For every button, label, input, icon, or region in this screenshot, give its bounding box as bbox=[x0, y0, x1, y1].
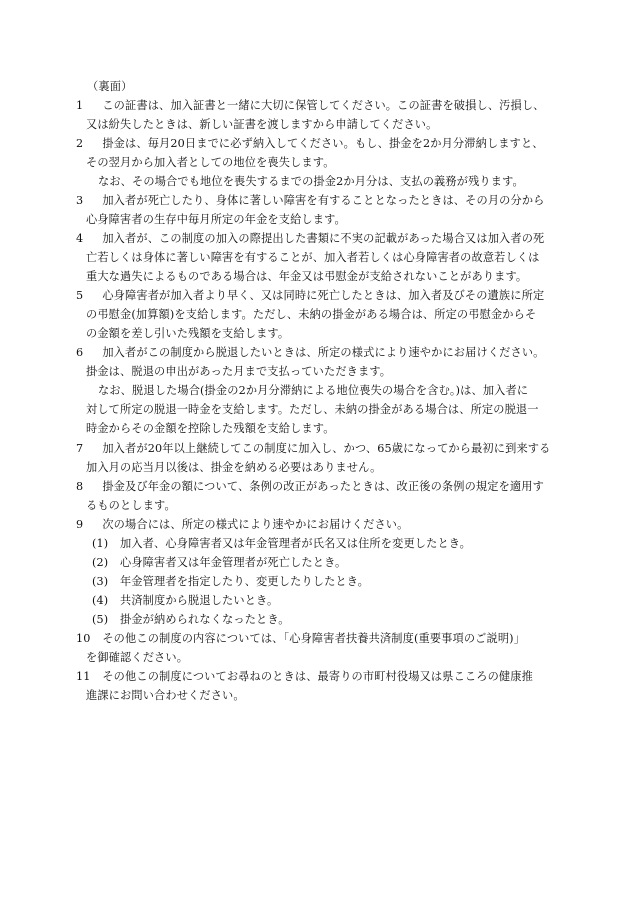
clause-3 bbox=[76, 191, 561, 229]
subitem-text: 年金管理者を指定したり、変更したりしたとき。 bbox=[120, 575, 369, 588]
clause-number: 5 bbox=[76, 289, 84, 302]
clause-line: 対して所定の脱退一時金を支給します。ただし、未納の掛金がある場合は、所定の脱退一 bbox=[86, 403, 539, 417]
clause-number: 6 bbox=[76, 346, 84, 359]
subitem bbox=[92, 591, 278, 610]
clause-line: 加入者が20年以上継続してこの制度に加入し、かつ、65歳になってから最初に到来する bbox=[102, 442, 551, 455]
clause-number: 10 bbox=[76, 632, 91, 645]
clause-line: なお、脱退した場合(掛金の2か月分滞納による地位喪失の場合を含む。)は、加入者に bbox=[98, 384, 529, 398]
clause-4 bbox=[76, 229, 561, 286]
clause-number: 1 bbox=[76, 99, 84, 112]
clause-number: 7 bbox=[76, 442, 84, 455]
clause-6 bbox=[76, 343, 561, 438]
clause-line: 加入者が、この制度の加入の際提出した書類に不実の記載があった場合又は加入者の死 bbox=[102, 232, 545, 245]
clause-line: その他この制度についてお尋ねのときは、最寄りの市町村役場又は県こころの健康推 bbox=[102, 670, 533, 683]
clause-10 bbox=[76, 629, 561, 667]
subitem-number: (1) bbox=[92, 537, 109, 550]
clause-11 bbox=[76, 667, 561, 705]
subitem bbox=[92, 534, 471, 553]
clause-line: 重大な過失によるものである場合は、年金又は弔慰金が支給されないことがあります。 bbox=[86, 270, 528, 284]
clause-9 bbox=[76, 515, 561, 534]
subitem-text: 加入者、心身障害者又は年金管理者が氏名又は住所を変更したとき。 bbox=[120, 537, 472, 550]
page-heading: （裏面） bbox=[87, 80, 133, 93]
clause-number: 8 bbox=[76, 480, 84, 493]
clause-2 bbox=[76, 134, 561, 191]
clause-line: 又は紛失したときは、新しい証書を渡しますから申請してください。 bbox=[86, 118, 438, 132]
clause-line: の金額を差し引いた残額を支給します。 bbox=[86, 327, 290, 341]
clause-line: を御確認ください。 bbox=[86, 651, 189, 665]
clause-line: 次の場合には、所定の様式により速やかにお届けください。 bbox=[102, 518, 409, 531]
clause-8 bbox=[76, 477, 561, 515]
clause-1 bbox=[76, 96, 561, 134]
clause-line: その翌月から加入者としての地位を喪失します。 bbox=[86, 156, 335, 170]
clause-7 bbox=[76, 439, 561, 477]
clause-line: この証書は、加入証書と一緒に大切に保管してください。この証書を破損し、汚損し、 bbox=[102, 99, 545, 112]
subitem-number: (5) bbox=[92, 613, 109, 626]
clause-line: 時金からその金額を控除した残額を支給します。 bbox=[86, 422, 335, 436]
clause-number: 11 bbox=[76, 670, 91, 683]
clause-line: なお、その場合でも地位を喪失するまでの掛金2か月分は、支払の義務が残ります。 bbox=[98, 175, 524, 189]
clause-line: の弔慰金(加算額)を支給します。ただし、未納の掛金がある場合は、所定の弔慰金からそ bbox=[86, 308, 537, 322]
clause-line: 加入月の応当月以後は、掛金を納める必要はありません。 bbox=[86, 461, 382, 475]
clause-5 bbox=[76, 286, 561, 343]
clause-line: 心身障害者が加入者より早く、又は同時に死亡したときは、加入者及びその遺族に所定 bbox=[102, 289, 545, 302]
subitem bbox=[92, 610, 290, 629]
clause-line: 加入者が死亡したり、身体に著しい障害を有することとなったときは、その月の分から bbox=[102, 194, 545, 207]
clause-line: 掛金は、脱退の申出があった月まで支払っていただきます。 bbox=[86, 365, 392, 379]
clause-line: 掛金は、毎月20日までに必ず納入してください。もし、掛金を2か月分滞納しますと、 bbox=[102, 137, 544, 150]
clause-line: 進課にお問い合わせください。 bbox=[86, 689, 245, 703]
clause-number: 2 bbox=[76, 137, 84, 150]
subitem bbox=[92, 572, 369, 591]
clause-line: るものとします。 bbox=[86, 499, 176, 513]
subitem bbox=[92, 553, 346, 572]
clause-line: 掛金及び年金の額について、条例の改正があったときは、改正後の条例の規定を適用す bbox=[102, 480, 544, 493]
clause-line: 亡若しくは身体に著しい障害を有することが、加入者若しくは心身障害者の故意若しくは bbox=[86, 251, 540, 265]
clause-number: 9 bbox=[76, 518, 84, 531]
clause-line: 加入者がこの制度から脱退したいときは、所定の様式により速やかにお届けください。 bbox=[102, 346, 545, 359]
clause-line: その他この制度の内容については、「心身障害者扶養共済制度(重要事項のご説明)」 bbox=[102, 632, 526, 645]
subitem-number: (3) bbox=[92, 575, 109, 588]
subitem-text: 共済制度から脱退したいとき。 bbox=[120, 594, 279, 607]
subitem-text: 心身障害者又は年金管理者が死亡したとき。 bbox=[120, 556, 347, 569]
subitem-number: (2) bbox=[92, 556, 109, 569]
clause-number: 3 bbox=[76, 194, 84, 207]
clause-number: 4 bbox=[76, 232, 84, 245]
subitem-text: 掛金が納められなくなったとき。 bbox=[120, 613, 290, 626]
clause-line: 心身障害者の生存中毎月所定の年金を支給します。 bbox=[86, 213, 346, 227]
subitem-number: (4) bbox=[92, 594, 109, 607]
